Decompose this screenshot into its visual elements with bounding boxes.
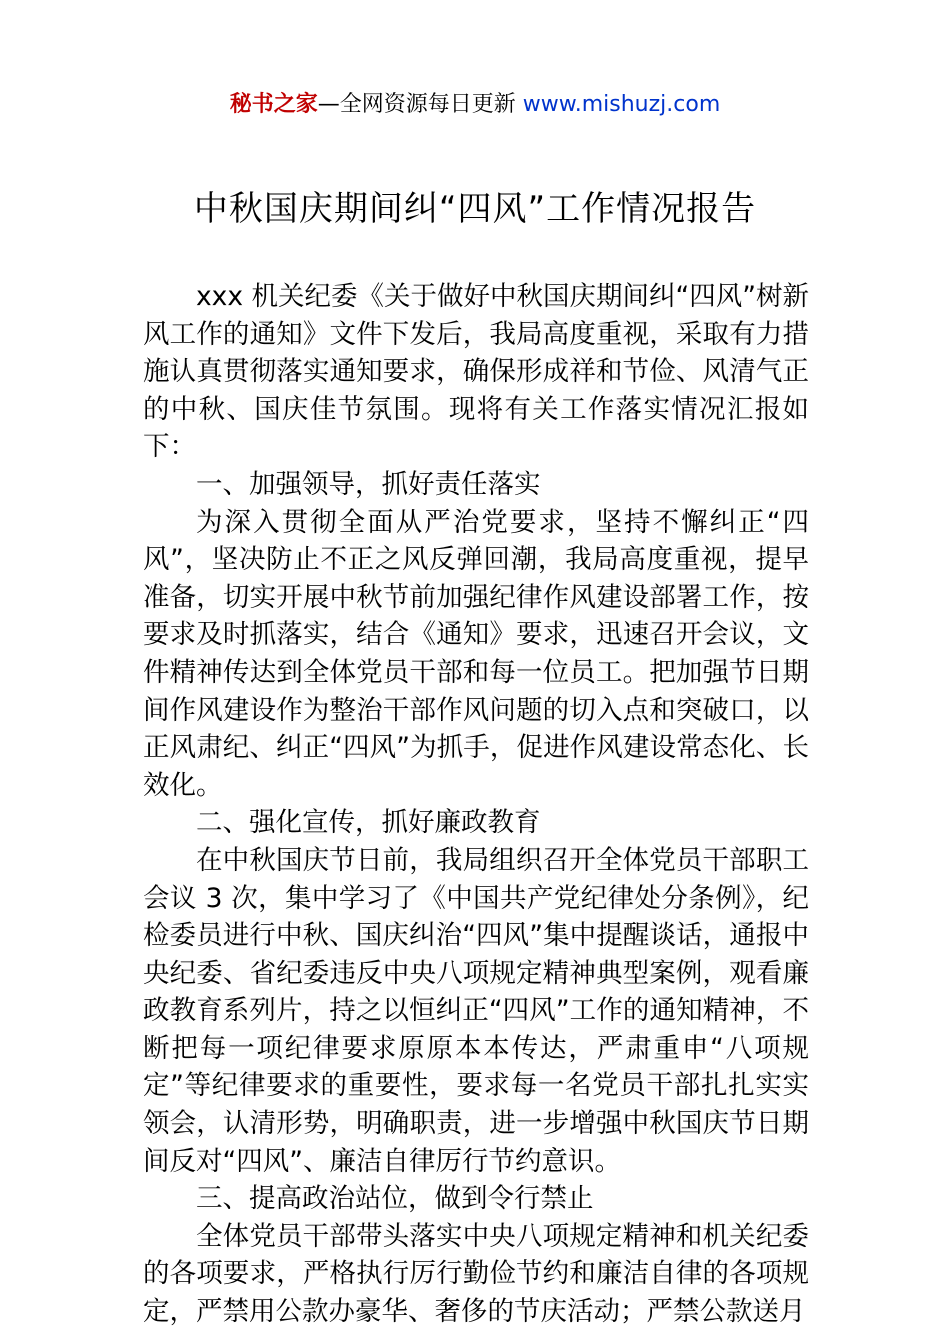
section-paragraph-2: 在中秋国庆节日前，我局组织召开全体党员干部职工会议 3 次，集中学习了《中国共产党纪律处分条例》，纪检委员进行中秋、国庆纠治“四风”集中提醒谈话，通报中央纪委、省纪委违反中央八项规定精神典型案例，观看廉政教育系列片，持之以恒纠正“四风”工作的通知精神，不断把每一项纪律要求原原本本传达，严肃重申“八项规定”等纪律要求的重要性，要求每一名党员干部扎扎实实领会，认清形势，明确职责，进一步增强中秋国庆节日期间反对“四风”、廉洁自律厉行节约意识。 [143,844,809,1177]
document-body [143,278,809,1331]
section-heading-1: 一、加强领导，抓好责任落实 [196,468,541,500]
document-title: 中秋国庆期间纠“四风”工作情况报告 [193,189,757,229]
header-slogan: —全网资源每日更新 [317,92,523,117]
brand-name: 秘书之家 [229,92,318,117]
site-header [0,88,950,122]
intro-paragraph: xxx 机关纪委《关于做好中秋国庆期间纠“四风”树新风工作的通知》文件下发后，我局高度重视，采取有力措施认真贯彻落实通知要求，确保形成祥和节俭、风清气正的中秋、国庆佳节氛围。现将有关工作落实情况汇报如下： [143,281,809,463]
site-url-link[interactable]: www.mishuzj.com [522,92,721,117]
section-heading-2: 二、强化宣传，抓好廉政教育 [196,807,541,839]
section-heading-3: 三、提高政治站位，做到令行禁止 [196,1183,594,1215]
section-paragraph-3: 全体党员干部带头落实中央八项规定精神和机关纪委的各项要求，严格执行厉行勤俭节约和廉洁自律的各项规定，严禁用公款办豪华、奢侈的节庆活动；严禁公款送月 [143,1220,809,1328]
section-paragraph-1: 为深入贯彻全面从严治党要求，坚持不懈纠正“四风”，坚决防止不正之风反弹回潮，我局高度重视，提早准备，切实开展中秋节前加强纪律作风建设部署工作，按要求及时抓落实，结合《通知》要求，迅速召开会议，文件精神传达到全体党员干部和每一位员工。把加强节日期间作风建设作为整治干部作风问题的切入点和突破口，以正风肃纪、纠正“四风”为抓手，促进作风建设常态化、长效化。 [143,506,809,801]
